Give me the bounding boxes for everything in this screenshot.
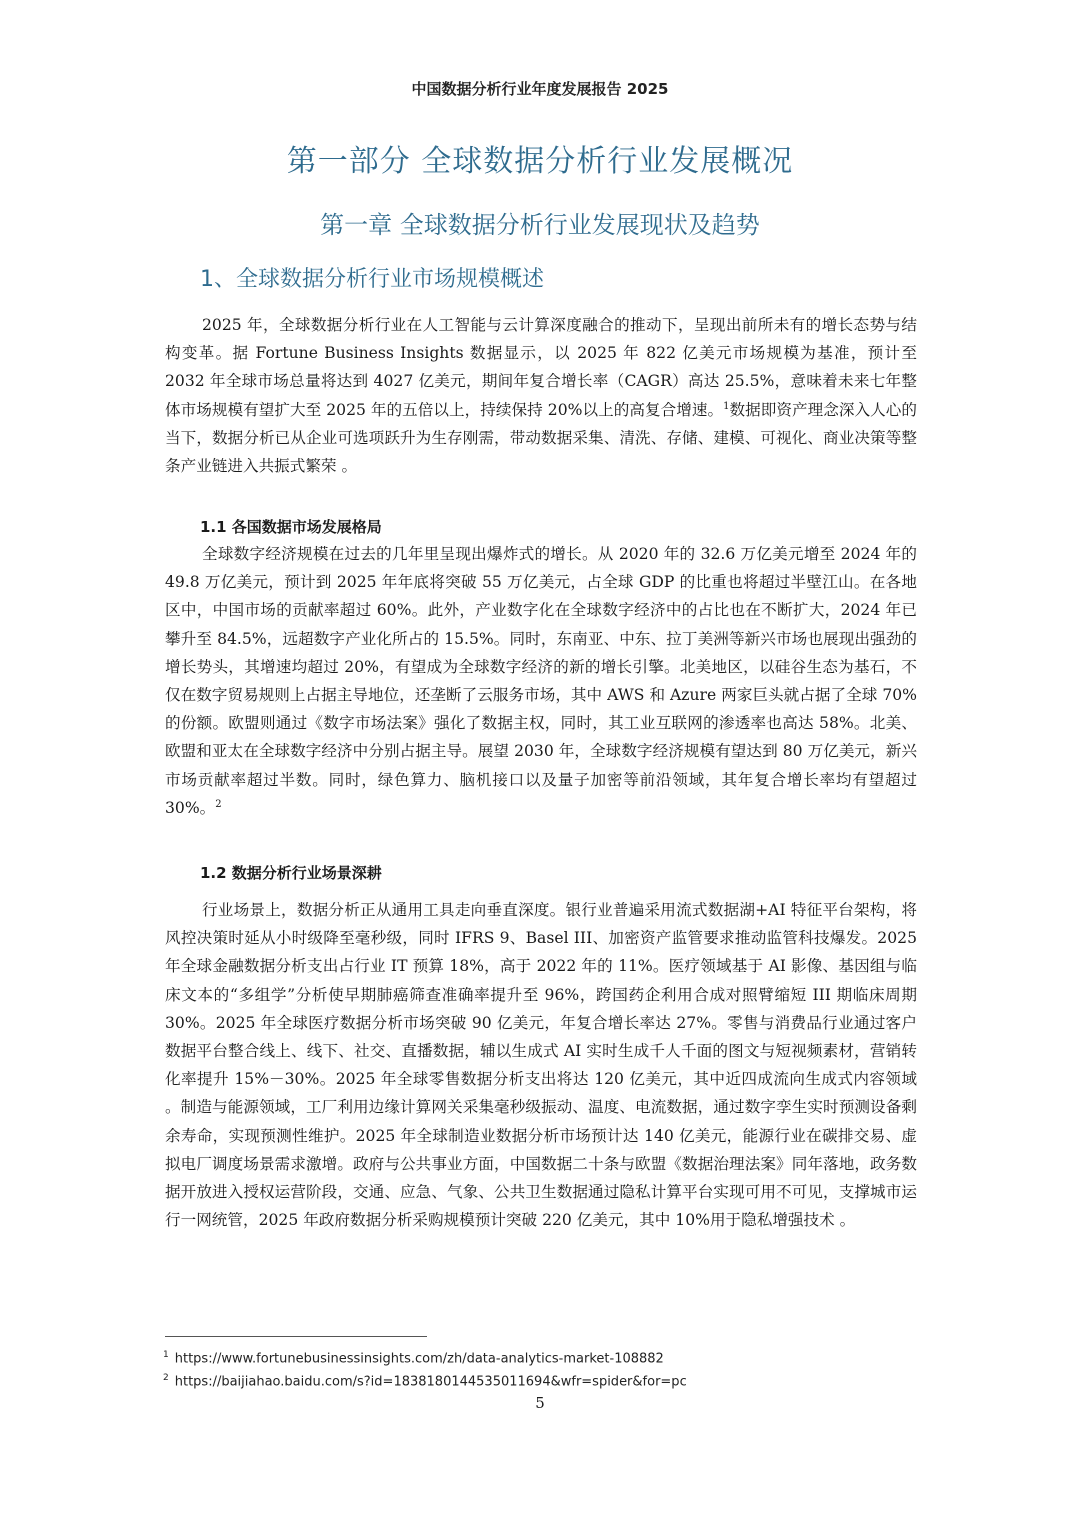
footnote-link[interactable]: https://www.fortunebusinessinsights.com/zh/data-analytics-market-108882 [174,1351,664,1367]
footnote-ref-2[interactable]: 2 [215,798,222,810]
chapter-title: 第一章 全球数据分析行业发展现状及趋势 [320,211,760,239]
subsection-title-1-2: 1.2 数据分析行业场景深耕 [200,864,382,882]
footnote-divider [165,1336,427,1337]
subsection-1-2-text: 行业场景上，数据分析正从通用工具走向垂直深度。银行业普遍采用流式数据湖+AI 特征平台架构，将风控决策时延从小时级降至毫秒级，同时 IFRS 9、Basel III、加密资产监管要求推动监管科技爆发。2025 年全球金融数据分析支出占行业 IT 预算 18%，高于 2022 年的 11%。医疗领域基于 AI 影像、基因组与临床文本的“多组学”分析使早期肺癌筛查准确率提升至 96%，跨国药企利用合成对照臂缩短 III 期临床周期 30%。2025 年全球医疗数据分析市场突破 90 亿美元，年复合增长率达 27%。零售与消费品行业通过客户数据平台整合线上、线下、社交、直播数据，辅以生成式 AI 实时生成千人千面的图文与短视频素材，营销转化率提升 15%－30%。2025 年全球零售数据分析支出将达 120 亿美元，其中近四成流向生成式内容领域 。制造与能源领域，工厂利用边缘计算网关采集毫秒级振动、温度、电流数据，通过数字孪生实时预测设备剩余寿命，实现预测性维护。2025 年全球制造业数据分析市场预计达 140 亿美元，能源行业在碳排交易、虚拟电厂调度场景需求激增。政府与公共事业方面，中国数据二十条与欧盟《数据治理法案》同年落地，政务数据开放进入授权运营阶段，交通、应急、气象、公共卫生数据通过隐私计算平台实现可用不可见，支撑城市运行一网统管，2025 年政府数据分析采购规模预计突破 220 亿美元，其中 10%用于隐私增强技术 。 [165,901,917,1230]
section-title: 1、全球数据分析行业市场规模概述 [200,267,544,292]
running-header: 中国数据分析行业年度发展报告 2025 [411,80,669,98]
footnote-ref-1[interactable]: 1 [723,400,730,412]
subsection-1-2-paragraph [165,896,917,1234]
subsection-1-1-text: 全球数字经济规模在过去的几年里呈现出爆炸式的增长。从 2020 年的 32.6 万亿美元增至 2024 年的 49.8 万亿美元，预计到 2025 年年底将突破 55 万亿美元，占全球 GDP 的比重也将超过半壁江山。在各地区中，中国市场的贡献率超过 60%。此外，产业数字化在全球数字经济中的占比也在不断扩大，2024 年已攀升至 84.5%，远超数字产业化所占的 15.5%。同时，东南亚、中东、拉丁美洲等新兴市场也展现出强劲的增长势头，其增速均超过 20%，有望成为全球数字经济的新的增长引擎。北美地区，以硅谷生态为基石，不仅在数字贸易规则上占据主导地位，还垄断了云服务市场，其中 AWS 和 Azure 两家巨头就占据了全球 70%的份额。欧盟则通过《数字市场法案》强化了数据主权，同时，其工业互联网的渗透率也高达 58%。北美、欧盟和亚太在全球数字经济中分别占据主导。展望 2030 年，全球数字经济规模有望达到 80 万亿美元，新兴市场贡献率超过半数。同时，绿色算力、脑机接口以及量子加密等前沿领域，其年复合增长率均有望超过 30%。 [165,545,917,817]
footnote-number: 1 [163,1350,169,1360]
part-title: 第一部分 全球数据分析行业发展概况 [286,144,794,179]
page-number: 5 [535,1394,545,1412]
footnote-2 [163,1373,687,1389]
intro-paragraph [165,311,917,480]
intro-text-a: 2025 年，全球数据分析行业在人工智能与云计算深度融合的推动下，呈现出前所未有的增长态势与结构变革。据 Fortune Business Insights 数据显示，以 2025 年 822 亿美元市场规模为基准，预计至 2032 年全球市场总量将达到 4027 亿美元，期间年复合增长率（CAGR）高达 25.5%，意味着未来七年整体市场规模有望扩大至 2025 年的五倍以上，持续保持 20%以上的高复合增速。 [165,316,917,419]
subsection-title-1-1: 1.1 各国数据市场发展格局 [200,518,382,536]
footnote-link[interactable]: https://baijiahao.baidu.com/s?id=1838180144535011694&wfr=spider&for=pc [174,1374,687,1390]
footnote-number: 2 [163,1373,169,1383]
intro-text-b: 数据即资产理念深入人心的当下，数据分析已从企业可选项跃升为生存刚需，带动数据采集、清洗、存储、建模、可视化、商业决策等整条产业链进入共振式繁荣 。 [165,400,917,476]
footnote-1 [163,1350,664,1366]
subsection-1-1-paragraph [165,540,917,822]
